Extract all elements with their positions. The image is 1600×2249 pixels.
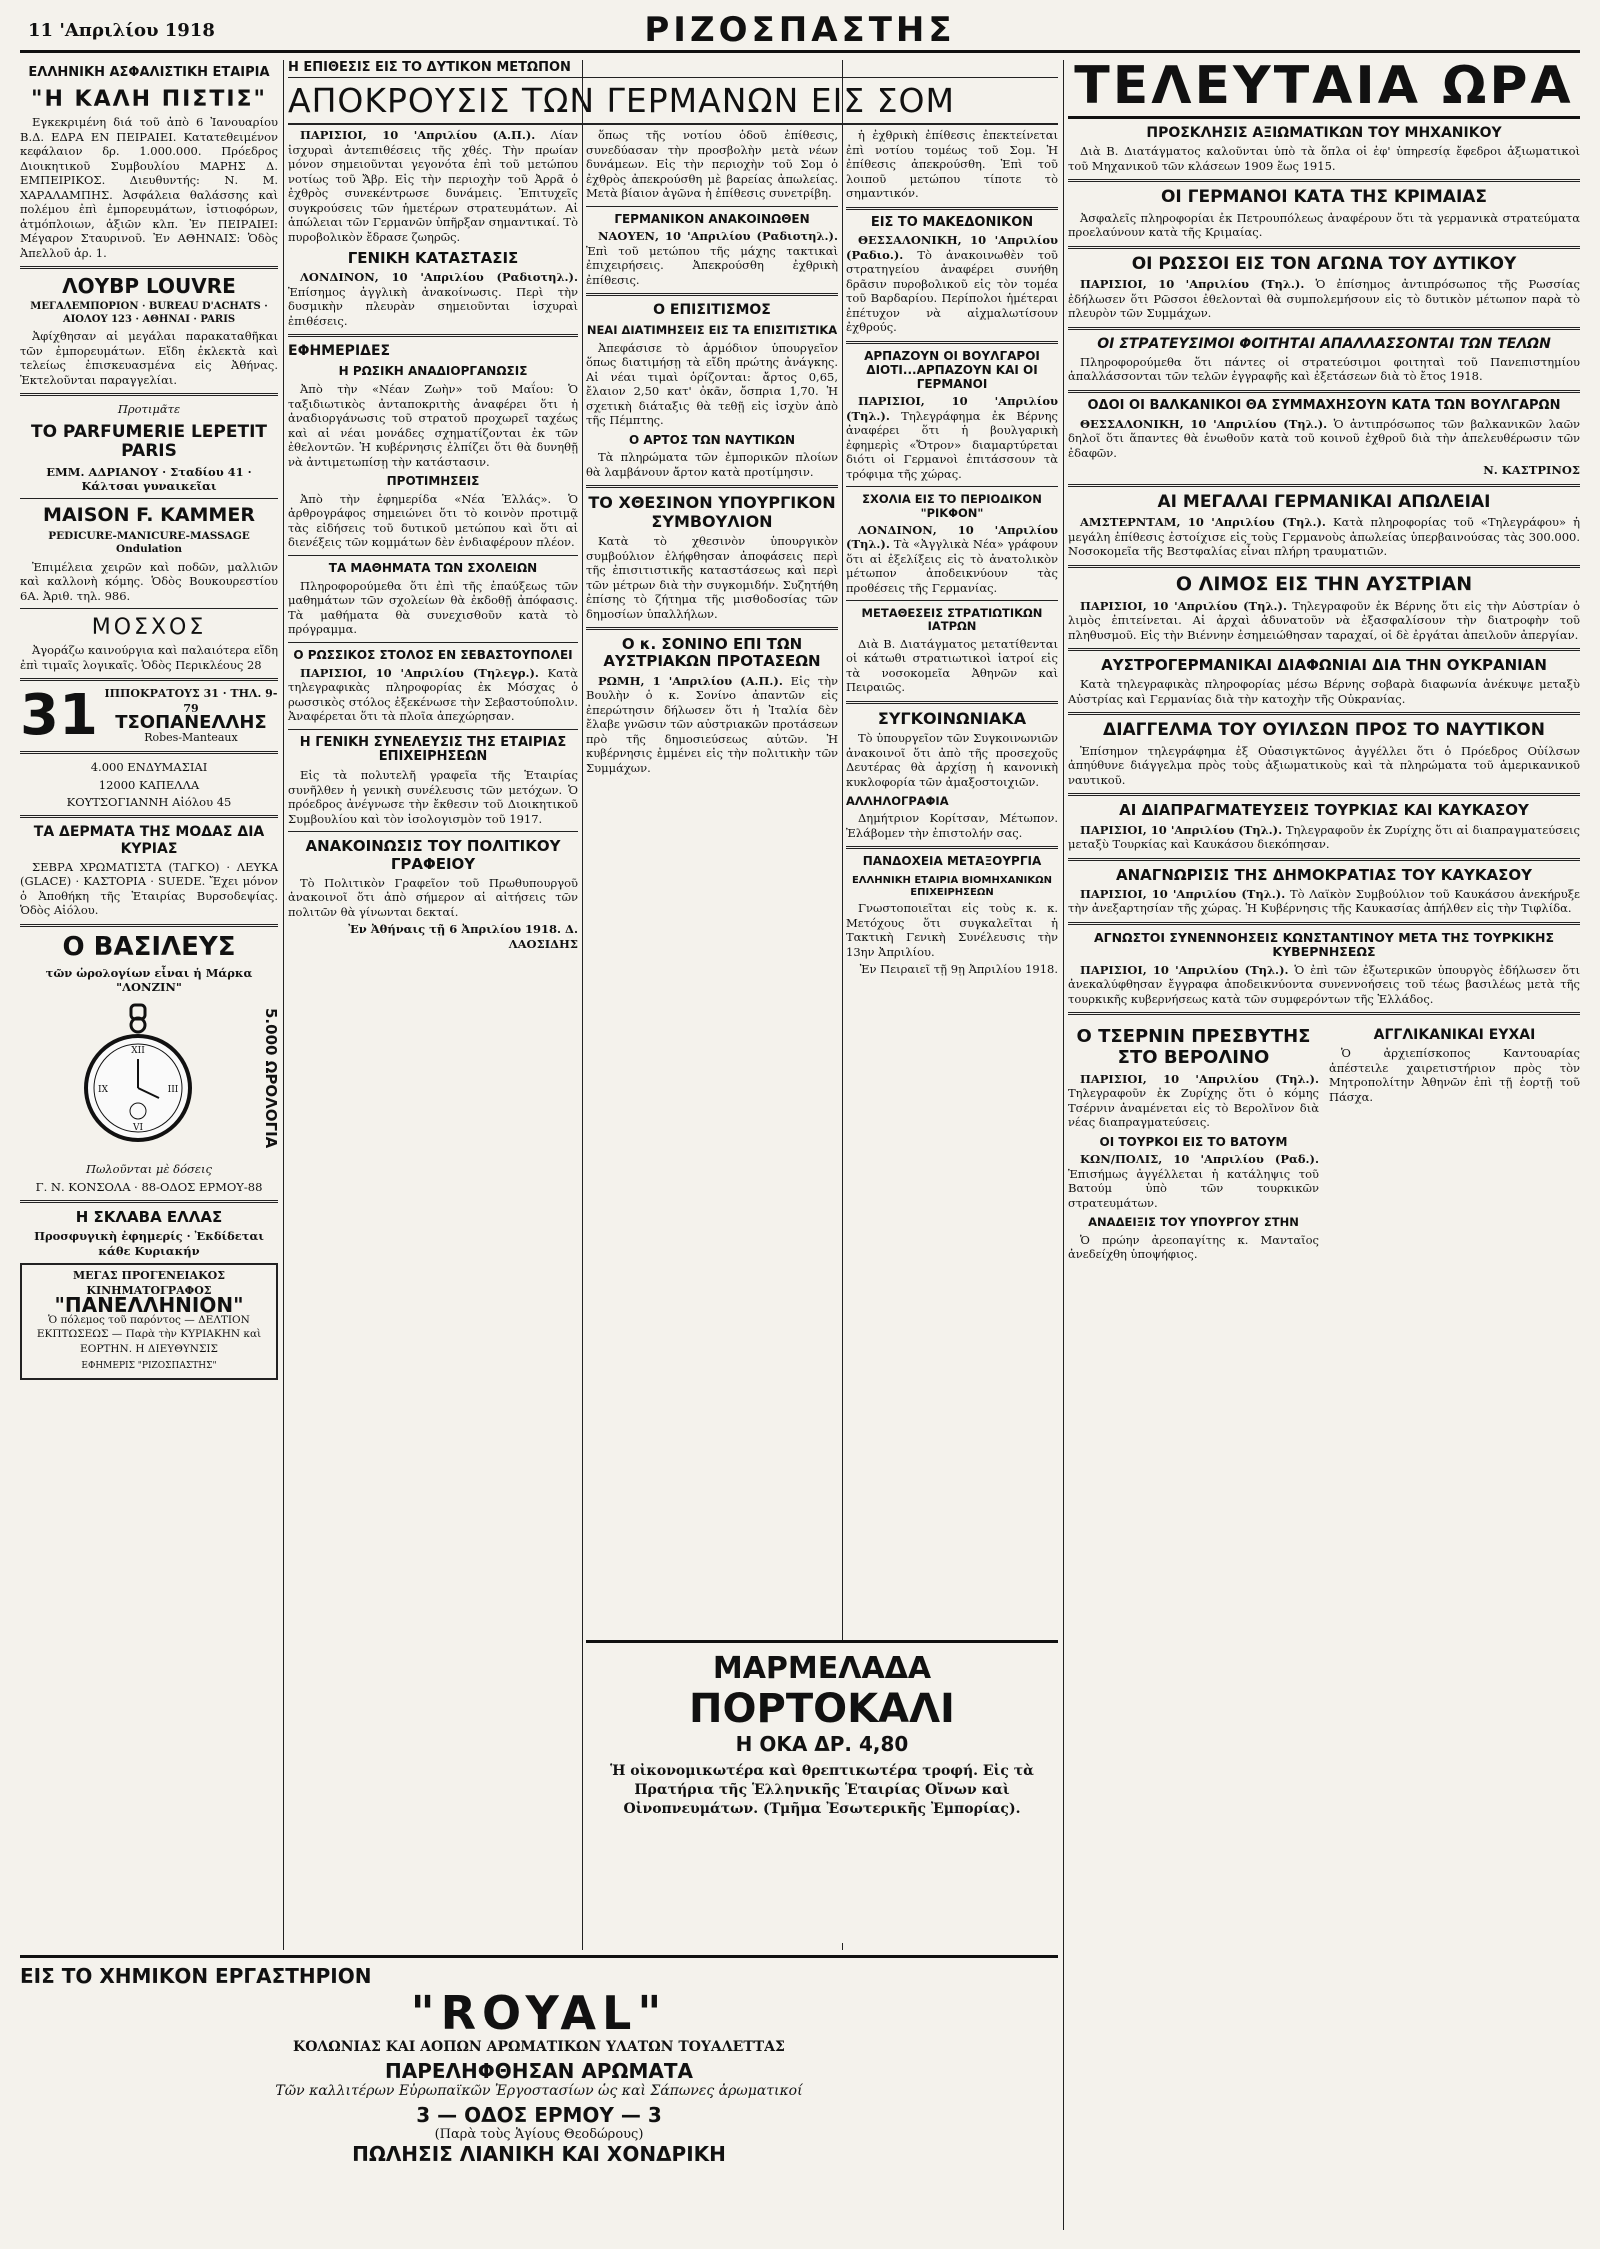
article-body: Κατὰ τὸ χθεσινὸν ὑπουργικὸν συμβούλιον ἐλήφθησαν ἀποφάσεις περὶ τῆς ἐπισιτιστικῆς καταστάσεως καὶ περὶ τῶν μέτρων διὰ τὴν συγκομιδήν. Συζητήθη ἐπίσης τὸ ζήτημα τῆς μισθοδοσίας τῶν δημοσίων ὑπαλλήλων. (586, 534, 838, 621)
dateline: ΠΑΡΙΣΙΟΙ, 10 'Απριλίου (Τηλεγρ.). (300, 665, 539, 680)
divider (1068, 390, 1580, 393)
article-headline: Η ΓΕΝΙΚΗ ΣΥΝΕΛΕΥΣΙΣ ΤΗΣ ΕΤΑΙΡΙΑΣ ΕΠΙΧΕΙΡΗΣΕΩΝ (299, 734, 567, 765)
marmalade-ad-price: Η ΟΚΑ ΔΡ. 4,80 (735, 1732, 909, 1756)
divider (846, 846, 1058, 849)
divider (20, 751, 278, 754)
article-headline: Ο ΕΠΙΣΙΤΙΣΜΟΣ (653, 302, 771, 319)
article-headline: ΕΙΣ ΤΟ ΜΑΚΕΔΟΝΙΚΟΝ (870, 214, 1034, 230)
cinema-ad-pre: ΜΕΓΑΣ ΠΡΟΓΕΝΕΙΑΚΟΣ ΚΙΝΗΜΑΤΟΓΡΑΦΟΣ (73, 1269, 225, 1297)
divider (20, 393, 278, 396)
divider (846, 600, 1058, 601)
royal-ad-line3: Τῶν καλλιτέρων Εὐρωπαϊκῶν Ἐργοστασίων ὡς καὶ Σάπωνες ἀρωματικοί (275, 2082, 803, 2099)
article-headline: ΑΓΝΩΣΤΟΙ ΣΥΝΕΝΝΟΗΣΕΙΣ ΚΩΝΣΤΑΝΤΙΝΟΥ ΜΕΤΑ ΤΗΣ ΤΟΥΡΚΙΚΗΣ ΚΥΒΕΡΝΗΣΕΩΣ (1093, 929, 1555, 960)
article-headline: ΑΙ ΜΕΓΑΛΑΙ ΓΕΡΜΑΝΙΚΑΙ ΑΠΩΛΕΙΑΙ (1157, 491, 1491, 512)
newspaper-title: ΡΙΖΟΣΠΑΣΤΗΣ (644, 10, 956, 50)
article-headline: ΑΥΣΤΡΟΓΕΡΜΑΝΙΚΑΙ ΔΙΑΦΩΝΙΑΙ ΔΙΑ ΤΗΝ ΟΥΚΡΑΝΙΑΝ (1101, 656, 1547, 675)
dateline: ΝΑΟΥΕΝ, 10 'Απριλίου (Ραδιοτηλ.). (598, 229, 838, 244)
divider (1068, 1012, 1580, 1015)
article-body: Ὁ ἐπίσημος ἀντιπρόσωπος τῆς Ρωσσίας ἐδήλωσεν ὅτι Ρῶσσοι ἐθελονταὶ θὰ συμπολεμήσουν εἰς τὸ δυτικὸν μέτωπον παρὰ τὸ πλευρὸν τῶν Συμμάχων. (1068, 277, 1580, 321)
article-headline: Ο ΤΣΕΡΝΙΝ ΠΡΕΣΒΥΤΗΣ ΣΤΟ ΒΕΡΟΛΙΝΟ (1076, 1026, 1311, 1068)
article-headline: ΑΝΑΚΟΙΝΩΣΙΣ ΤΟΥ ΠΟΛΙΤΙΚΟΥ ΓΡΑΦΕΙΟΥ (305, 837, 561, 873)
article-headline: ΣΧΟΛΙΑ ΕΙΣ ΤΟ ΠΕΡΙΟΔΙΚΟΝ "ΡΙΚΦΟΝ" (862, 492, 1042, 520)
article-body: Τηλεγράφημα ἐκ Βέρνης ἀναφέρει ὅτι ἡ βουλγαρικὴ ἐφημερὶς «Ὄτρον» διαμαρτύρεται διότι οἱ Γερμανοὶ ἐπιτάσσουν τὰ τρόφιμα τῆς χώρας. (846, 408, 1058, 481)
perfume-ad-pre: Προτιμᾶτε (117, 402, 181, 417)
watch-ad-subtitle: τῶν ὡρολογίων εἶναι ἡ Μάρκα "ΛΟΝΖΙΝ" (45, 965, 253, 994)
article-headline: ΑΛΛΗΛΟΓΡΑΦΙΑ (846, 794, 949, 809)
divider (846, 701, 1058, 704)
article-body: Λίαν ἰσχυραὶ ἀντεπιθέσεις τῆς χθές. Τὴν πρωίαν μόνον σημειοῦνται γεγονότα ἐπὶ τοῦ μετώπου νοτίως τοῦ Ἄβρ. Εἰς τὴν περιοχὴν τοῦ Ἀρρᾶ ὁ ἐχθρὸς συνεκέντρωσε δυνάμεις. Ἐπιτυχεῖς συγκρούσεις τῶν ἡμετέρων στρατευμάτων. Αἱ ἀπώλειαι τῶν Γερμανῶν ὑπῆρξαν σημαντικαί. Τὸ πυροβολικὸν ἔδρασε ζωηρῶς. (288, 128, 578, 244)
article-body: Ἐπίσημος ἀγγλικὴ ἀνακοίνωσις. Περὶ τὴν δυσμικὴν πλευρὰν σημειοῦνται ἰσχυραὶ ἐπιθέσεις. (288, 284, 578, 328)
column-rule (283, 60, 284, 1950)
divider (20, 815, 278, 818)
article-headline: ΓΕΡΜΑΝΙΚΟΝ ΑΝΑΚΟΙΝΩΘΕΝ (614, 211, 810, 226)
latest-hour-banner: ΤΕΛΕΥΤΑΙΑ ΩΡΑ (1068, 60, 1580, 119)
article-body: Εἰς τὴν Βουλὴν ὁ κ. Σονίνο ἀπαντῶν εἰς ἐπερώτησιν δήλωσεν ὅτι ἡ Ἰταλία δὲν ἔλαβε γνῶσιν τῶν αὐστριακῶν προτάσεων πρὸ τῆς δημοσιεύσεως αὐτῶν. Ἡ κυβέρνησις ἐμμένει εἰς τὴν πολιτικὴν τῶν Συμμάχων. (586, 673, 839, 775)
article-body: Κατὰ τηλεγραφικὰς πληροφορίας ἐκ Μόσχας ὁ ρωσσικὸς στόλος ἐξεκένωσε τὴν Σεβαστούπολιν. Ἀναφέρεται ὅτι τὰ πλοῖα ἀπεχώρησαν. (288, 665, 578, 724)
article-headline: ΑΙ ΔΙΑΠΡΑΓΜΑΤΕΥΣΕΙΣ ΤΟΥΡΚΙΑΣ ΚΑΙ ΚΑΥΚΑΣΟΥ (1119, 801, 1529, 820)
divider (288, 334, 578, 337)
divider (1068, 565, 1580, 568)
divider (586, 293, 838, 296)
article-headline: ΣΥΓΚΟΙΝΩΝΙΑΚΑ (877, 708, 1027, 728)
leather-ad-title: ΤΑ ΔΕΡΜΑΤΑ ΤΗΣ ΜΟΔΑΣ ΔΙΑ ΚΥΡΙΑΣ (33, 824, 265, 857)
sklava-ad-title: Η ΣΚΛΑΒΑ ΕΛΛΑΣ (75, 1208, 223, 1227)
article-headline: Ο ΛΙΜΟΣ ΕΙΣ ΤΗΝ ΑΥΣΤΡΙΑΝ (1175, 572, 1473, 595)
louvre-ad-subtitle: ΜΕΓΑΛΕΜΠΟΡΙΟΝ · BUREAU D'ACHATS · ΑΙΟΛΟΥ 123 · ΑΘΗΝΑΙ · PARIS (30, 301, 268, 325)
article-body: Ἀσφαλεῖς πληροφορίαι ἐκ Πετρουπόλεως ἀναφέρουν ὅτι τὰ γερμανικὰ στρατεύματα προελαύνουν κατὰ τῆς Κριμαίας. (1068, 210, 1580, 240)
divider (586, 627, 838, 630)
divider (20, 608, 278, 609)
dateline: ΡΩΜΗ, 1 'Απριλίου (Α.Π.). (598, 673, 783, 688)
koutsogianni-ad-body: ΚΟΥΤΣΟΓΙΑΝΝΗ Αἰόλου 45 (66, 795, 232, 810)
article-body: Εἰς τὰ πολυτελῆ γραφεῖα τῆς Ἑταιρίας συνῆλθεν ἡ γενικὴ συνέλευσις τῶν μετόχων. Ὁ πρόεδρος ἀνέγνωσε τὴν ἔκθεσιν τοῦ Διοικητικοῦ Συμβουλίου καὶ τὸν ἰσολογισμὸν τοῦ 1917. (288, 768, 578, 826)
cinema-ad (20, 1263, 278, 1380)
dateline: ΠΑΡΙΣΙΟΙ, 10 'Απριλίου (Τηλ.). (846, 394, 1058, 423)
column-rule (582, 60, 583, 1950)
svg-text:XII: XII (130, 1046, 145, 1057)
article-headline: ΤΟ ΧΘΕΣΙΝΟΝ ΥΠΟΥΡΓΙΚΟΝ ΣΥΜΒΟΥΛΙΟΝ (588, 493, 836, 531)
insurance-ad-title: ΕΛΛΗΝΙΚΗ ΑΣΦΑΛΙΣΤΙΚΗ ΕΤΑΙΡΙΑ (28, 65, 270, 80)
article-headline: ΑΝΑΔΕΙΞΙΣ ΤΟΥ ΥΠΟΥΡΓΟΥ ΣΤΗΝ (1088, 1215, 1299, 1230)
tsopanellis-ad (20, 683, 278, 749)
koutsogianni-ad-line1: 4.000 ΕΝΔΥΜΑΣΙΑΙ (90, 760, 208, 775)
article-body: Γνωστοποιεῖται εἰς τοὺς κ. κ. Μετόχους ὅτι συγκαλεῖται ἡ Τακτικὴ Γενικὴ Συνέλευσις τὴν 13ην Ἀπριλίου. (846, 901, 1058, 959)
news-column-2 (288, 128, 578, 1950)
article-body: Ὁ ἀντιπρόσωπος τῶν βαλκανικῶν λαῶν δηλοῖ ὅτι ἅπαντες θὰ ἑνωθοῦν κατὰ τοῦ κοινοῦ ἐχθροῦ διὰ τὴν ἀπελευθέρωσιν τῶν ἐδαφῶν. (1068, 416, 1581, 460)
cinema-ad-body: Ὁ πόλεμος τοῦ παρόντος — ΔΕΛΤΙΟΝ ΕΚΠΤΩΣΕΩΣ — Παρὰ τὴν ΚΥΡΙΑΚΗΝ καὶ ΕΟΡΤΗΝ. Η ΔΙΕΥΘΥΝΣΙΣ (36, 1313, 262, 1355)
ads-column (20, 60, 278, 2180)
article-body: Τὰ «Ἀγγλικὰ Νέα» γράφουν ὅτι αἱ ἐξελίξεις εἰς τὸ ἀνατολικὸν μέτωπον ἀποδεικνύουν τὰς προθέσεις τῆς Γερμανίας. (846, 537, 1059, 595)
kammer-ad-subtitle: PEDICURE-MANICURE-MASSAGE Ondulation (48, 530, 250, 556)
issue-date: 11 'Απριλίου 1918 (28, 20, 215, 41)
article-body: Κατὰ τηλεγραφικὰς πληροφορίας μέσω Βέρνης σοβαρὰ διαφωνία ἀνέκυψε μεταξὺ Αὐστρίας καὶ Γερμανίας διὰ τὴν κατοχὴν τῆς Οὐκρανίας. (1068, 677, 1580, 706)
article-body: Τηλεγραφοῦν ἐκ Ζυρίχης ὅτι αἱ διαπραγματεύσεις μεταξὺ Τουρκίας καὶ Καυκάσου διεκόπησαν. (1068, 822, 1580, 852)
article-body: Δημήτριον Κορίτσαν, Μέτωπον. Ἐλάβομεν τὴν ἐπιστολήν σας. (846, 811, 1058, 840)
pocket-watch-icon (83, 1003, 193, 1153)
article-headline: ΠΡΟΣΚΛΗΣΙΣ ΑΞΙΩΜΑΤΙΚΩΝ ΤΟΥ ΜΗΧΑΝΙΚΟΥ (1146, 125, 1502, 141)
divider (20, 1200, 278, 1203)
divider (1068, 793, 1580, 796)
moschos-ad-title: ΜΟΣΧΟΣ (91, 615, 207, 641)
divider (1068, 858, 1580, 861)
divider (846, 207, 1058, 210)
divider (1068, 484, 1580, 487)
article-headline: ΜΕΤΑΘΕΣΕΙΣ ΣΤΡΑΤΙΩΤΙΚΩΝ ΙΑΤΡΩΝ (861, 606, 1043, 634)
dateline: ΛΟΝΔΙΝΟΝ, 10 'Απριλίου (Ραδιοτηλ.). (300, 270, 578, 285)
divider (1068, 922, 1580, 925)
divider (20, 924, 278, 927)
watch-ad-seller: Γ. Ν. ΚΟΝΣΟΛΑ · 88-ΟΔΟΣ ΕΡΜΟΥ-88 (35, 1179, 263, 1194)
marmalade-ad-body: Ἡ οἰκονομικωτέρα καὶ θρεπτικωτέρα τροφή. Εἰς τὰ Πρατήρια τῆς Ἑλληνικῆς Ἑταιρίας Οἴνων καὶ Οἰνοπνευμάτων. (Τμῆμα Ἐσωτερικῆς Ἐμπορίας). (610, 1763, 1034, 1817)
article-signature: Ἐν Ἀθήναις τῇ 6 Ἀπριλίου 1918. Δ. ΛΑΟΣΙΔΗΣ (348, 922, 578, 951)
article-headline: ΟΙ ΡΩΣΣΟΙ ΕΙΣ ΤΟΝ ΑΓΩΝΑ ΤΟΥ ΔΥΤΙΚΟΥ (1131, 253, 1517, 274)
article-body: Τὰ πληρώματα τῶν ἐμπορικῶν πλοίων θὰ λαμβάνουν ἄρτον κατὰ προτίμησιν. (586, 450, 838, 479)
article-subheadline: ΝΕΑΙ ΔΙΑΤΙΜΗΣΕΙΣ ΕΙΣ ΤΑ ΕΠΙΣΙΤΙΣΤΙΚΑ (586, 323, 838, 338)
article-body: Διὰ Β. Διατάγματος καλοῦνται ὑπὸ τὰ ὅπλα οἱ ἐφ' ὑπηρεσίᾳ ἔφεδροι ἀξιωματικοὶ τοῦ Μηχανικοῦ τῶν κλάσεων 1909 ἕως 1915. (1068, 144, 1580, 173)
sklava-ad-body: Προσφυγικὴ ἐφημερίς · Ἐκδίδεται κάθε Κυριακήν (34, 1229, 264, 1258)
article-headline: ΟΔΟΙ ΟΙ ΒΑΛΚΑΝΙΚΟΙ ΘΑ ΣΥΜΜΑΧΗΣΟΥΝ ΚΑΤΑ ΤΩΝ ΒΟΥΛΓΑΡΩΝ (1087, 397, 1561, 413)
svg-text:IX: IX (97, 1085, 108, 1096)
tsopanellis-ad-number: 31 (20, 683, 98, 749)
royal-ad-line1: ΚΟΛΩΝΙΑΣ ΚΑΙ ΑΟΠΩΝ ΑΡΩΜΑΤΙΚΩΝ ΥΛΑΤΩΝ ΤΟΥΑΛΕΤΤΑΣ (293, 2038, 785, 2055)
article-body: Τὸ ἀνακοινωθὲν τοῦ στρατηγείου ἀναφέρει συνήθη δρᾶσιν πυροβολικοῦ εἰς τὸν τομέα τοῦ Βαρδαρίου. Περίπολοι ἡμέτεραι ἐπέτυχον νὰ αἰχμαλωτίσουν ἐχθρούς. (846, 247, 1058, 335)
royal-ad-line4: 3 — ΟΔΟΣ ΕΡΜΟΥ — 3 (416, 2102, 662, 2127)
cinema-ad-name: "ΠΑΝΕΛΛΗΝΙΟΝ" (54, 1293, 244, 1318)
divider (1068, 246, 1580, 249)
royal-ad (20, 1955, 1058, 2238)
perfume-ad-body: ΕΜΜ. ΑΔΡΙΑΝΟΥ · Σταδίου 41 · Κάλτσαι γυναικεῖαι (46, 464, 252, 494)
divider (1068, 327, 1580, 330)
divider (586, 485, 838, 488)
divider (20, 266, 278, 269)
dateline: ΠΑΡΙΣΙΟΙ, 10 'Απριλίου (Τηλ.). (1080, 962, 1289, 977)
article-body: Τηλεγραφοῦν ἐκ Βέρνης ὅτι εἰς τὴν Αὐστρίαν ὁ λιμὸς ἐπιτείνεται. Αἱ ἀρχαὶ ἀδυνατοῦν νὰ ἐξασφαλίσουν τὴν διατροφὴν τοῦ πληθυσμοῦ. Εἰς τὴν Βιέννην ἐσημειώθησαν ταραχαί, οἱ δὲ ἐργάται ἀπειλοῦν ἀπεργίαν. (1068, 598, 1580, 642)
article-headline: ΠΡΟΤΙΜΗΣΕΙΣ (386, 474, 480, 489)
marmalade-ad (586, 1640, 1058, 1943)
watch-ad-sold: Πωλοῦνται μὲ δόσεις (85, 1162, 212, 1177)
insurance-ad-name: "Η ΚΑΛΗ ΠΙΣΤΙΣ" (30, 86, 267, 112)
article-body: Τὸ Λαϊκὸν Συμβούλιον τοῦ Καυκάσου ἀνεκήρυξε τὴν ἀνεξαρτησίαν τῆς χώρας. Ἡ Κυβέρνησις τῆς Καυκασίας ἀπήλθεν εἰς τὴν Τιφλίδα. (1068, 886, 1580, 916)
latest-news-column (1068, 56, 1581, 2230)
article-signature: Ν. ΚΑΣΤΡΙΝΟΣ (1483, 463, 1580, 478)
moschos-ad-body: Ἀγοράζω καινούργια καὶ παλαιότερα εἴδη ἐπὶ τιμαῖς λογικαῖς. Ὁδὸς Περικλέους 28 (20, 643, 278, 672)
dateline: ΠΑΡΙΣΙΟΙ, 10 'Απριλίου (Τηλ.). (1080, 822, 1283, 837)
article-body: Τὸ ὑπουργεῖον τῶν Συγκοινωνιῶν ἀνακοινοῖ ὅτι ἀπὸ τῆς προσεχοῦς Δευτέρας θὰ ἀρχίσῃ ἡ κανονικὴ κυκλοφορία τῶν ἀμαξοστοιχιῶν. (846, 731, 1058, 789)
article-body: Τὸ Πολιτικὸν Γραφεῖον τοῦ Πρωθυπουργοῦ ἀνακοινοῖ ὅτι ἀπὸ σήμερον αἱ αἰτήσεις τῶν πολιτῶν θὰ γίνωνται δεκταί. (288, 875, 578, 919)
masthead (20, 10, 1580, 53)
louvre-ad-body: Ἀφίχθησαν αἱ μεγάλαι παρακαταθῆκαι τῶν ἐμπορευμάτων. Εἴδη ἐκλεκτὰ καὶ τελείως ἐπισκευασμένα εἰς Ἀθήνας. Ἐκτελοῦνται παραγγελίαι. (20, 329, 278, 387)
banner-kicker: Η ΕΠΙΘΕΣΙΣ ΕΙΣ ΤΟ ΔΥΤΙΚΟΝ ΜΕΤΩΠΟΝ (288, 60, 1058, 78)
divider (1068, 648, 1580, 651)
marmalade-ad-title: ΜΑΡΜΕΛΑΔΑ (712, 1651, 932, 1686)
dateline: ΛΟΝΔΙΝΟΝ, 10 'Απριλίου (Τηλ.). (846, 522, 1058, 552)
divider (846, 341, 1058, 344)
divider (1068, 712, 1580, 715)
divider (288, 555, 578, 556)
leather-ad-body: ΣΕΒΡΑ ΧΡΩΜΑΤΙΣΤΑ (ΤΑΓΚΟ) · ΛΕΥΚΑ (GLACE) · ΚΑΣΤΟΡΙΑ · SUEDE. Ἔχει μόνον ὁ Ἀποθήκη τῆς Ἑταιρίας Βυρσοδεψίας. Ὁδὸς Αἰόλου. (20, 859, 278, 918)
perfume-ad-name: ΤΟ PARFUMERIE LEPETIT PARIS (30, 421, 268, 462)
article-headline: ΑΡΠΑΖΟΥΝ ΟΙ ΒΟΥΛΓΑΡΟΙ ΔΙΟΤΙ...ΑΡΠΑΖΟΥΝ ΚΑΙ ΟΙ ΓΕΡΜΑΝΟΙ (864, 348, 1040, 391)
article-body: Ἀπὸ τὴν «Νέαν Ζωὴν» τοῦ Μαΐου: Ὁ ταξιδιωτικὸς ἀνταποκριτὴς ἀναφέρει ὅτι ἡ ἀναδιοργάνωσις τοῦ στρατοῦ προχωρεῖ ταχέως καὶ αἱ νέαι μονάδες σχηματίζονται ἐκ τῶν ἐθελοντῶν. Ἡ κυβέρνησις ἐλπίζει ὅτι θὰ δυνηθῇ νὰ ἀντιμετωπίσῃ τὴν κατάστασιν. (288, 382, 578, 469)
royal-ad-line2: ΠΑΡΕΛΗΦΘΗΣΑΝ ΑΡΩΜΑΤΑ (385, 2058, 693, 2083)
article-subheadline: ΕΛΛΗΝΙΚΗ ΕΤΑΙΡΙΑ ΒΙΟΜΗΧΑΝΙΚΩΝ ΕΠΙΧΕΙΡΗΣΕΩΝ (851, 875, 1053, 898)
divider (20, 498, 278, 499)
svg-text:III: III (167, 1085, 179, 1096)
article-headline: ΑΓΓΛΙΚΑΝΙΚΑΙ ΕΥΧΑΙ (1373, 1027, 1536, 1044)
article-body: Ἀπεφάσισε τὸ ἁρμόδιον ὑπουργεῖον ὅπως διατιμήσῃ τὰ εἴδη πρώτης ἀνάγκης. Αἱ νέαι τιμαὶ ὁρίζονται: ἄρτος 0,65, ἔλαιον 2,50 κατ' ὀκᾶν, ὄσπρια 1,70. Ἡ σχετικὴ διάταξις θὰ τεθῇ εἰς ἰσχὺν ἀπὸ τῆς Πέμπτης. (586, 340, 838, 428)
tsopanellis-ad-subtitle: Robes-Manteaux (144, 730, 238, 744)
tsopanellis-ad-name: ΤΣΟΠΑΝΕΛΛΗΣ (115, 712, 267, 734)
article-headline: ΟΙ ΓΕΡΜΑΝΟΙ ΚΑΤΑ ΤΗΣ ΚΡΙΜΑΙΑΣ (1160, 187, 1488, 208)
article-body: Πληροφορούμεθα ὅτι πάντες οἱ στρατεύσιμοι φοιτηταὶ τοῦ Πανεπιστημίου ἀπαλλάσσονται τῶν τελῶν ἐγγραφῆς καὶ ἐξετάσεων διὰ τὸ ἔτος 1918. (1068, 354, 1580, 384)
insurance-ad-body: Εγκεκριμένη διά τοῦ ἀπὸ 6 Ἰανουαρίου Β.Δ. ΕΔΡΑ ΕΝ ΠΕΙΡΑΙΕΙ. Κατατεθειμένον κεφάλαιον δρ. 1.000.000. Πρόεδρος Διοικητικοῦ Συμβουλίου ΜΑΡΗΣ Δ. ΕΜΠΕΙΡΙΚΟΣ. Διευθυντής: Ν. Μ. ΧΑΡΑΛΑΜΠΗΣ. Ἀσφάλεια θαλάσσης καὶ πολέμου ἐπὶ ἐμπορευμάτων, ἱστιοφόρων, ἀτμόπλοιων, ἀξιῶν κλπ. Ἐν ΠΕΙΡΑΙΕΙ: Μέγαρον Σταυρινοῦ. Ἐν ΑΘΗΝΑΙΣ: Ὁδὸς Ἀπελλοῦ ἀρ. 1. (20, 115, 278, 260)
divider (586, 206, 838, 207)
marmalade-ad-name: ΠΟΡΤΟΚΑΛΙ (689, 1686, 955, 1732)
article-body: Ὁ ἀρχιεπίσκοπος Καντουαρίας ἀπέστειλε χαιρετιστήριον πρὸς τὸν Μητροπολίτην Ἀθηνῶν ἐπὶ τῇ ἐορτῇ τοῦ Πάσχα. (1329, 1046, 1580, 1104)
article-headline: ΑΝΑΓΝΩΡΙΣΙΣ ΤΗΣ ΔΗΜΟΚΡΑΤΙΑΣ ΤΟΥ ΚΑΥΚΑΣΟΥ (1116, 865, 1532, 884)
svg-text:VI: VI (132, 1123, 143, 1134)
column-rule (1063, 60, 1064, 2230)
dateline: ΠΑΡΙΣΙΟΙ, 10 'Απριλίου (Τηλ.). (1080, 886, 1286, 901)
divider (20, 678, 278, 681)
dateline: ΠΑΡΙΣΙΟΙ, 10 'Απριλίου (Α.Π.). (300, 128, 536, 142)
article-body: Ἀπὸ τὴν ἐφημερίδα «Νέα Ἑλλάς». Ὁ ἀρθρογράφος σημειώνει ὅτι τὸ κοινὸν προτιμᾷ τὰς εἰδήσεις τοῦ δυτικοῦ μετώπου καὶ ὅτι αἱ διενέξεις τῶν κομμάτων δὲν ἐνδιαφέρουν πλέον. (288, 491, 578, 550)
koutsogianni-ad-line2: 12000 ΚΑΠΕΛΛΑ (98, 777, 200, 792)
article-body: ἡ ἐχθρικὴ ἐπίθεσις ἐπεκτείνεται ἐπὶ νοτίου τομέως τοῦ Σομ. Ἡ ἐπίθεσις ἀπεκρούσθη. Ἐπὶ τοῦ λοιποῦ μετώπου τίποτε τὸ σημαντικόν. (846, 128, 1058, 200)
dateline: ΘΕΣΣΑΛΟΝΙΚΗ, 10 'Απριλίου (Τηλ.). (1080, 416, 1328, 431)
dateline: ΘΕΣΣΑΛΟΝΙΚΗ, 10 'Απριλίου (Ραδιο.). (846, 233, 1058, 262)
article-body: Ἐπίσημον τηλεγράφημα ἐξ Οὐασιγκτῶνος ἀγγέλλει ὅτι ὁ Πρόεδρος Οὐίλσων ἀπηύθυνε διάγγελμα πρὸς τοὺς ἀξιωματικοὺς καὶ τὰ πληρώματα τοῦ ἀμερικανικοῦ ναυτικοῦ. (1068, 743, 1580, 787)
dateline: ΚΩΝ/ΠΟΛΙΣ, 10 'Απριλίου (Ραδ.). (1080, 1152, 1319, 1167)
divider (846, 486, 1058, 487)
banner-headline: ΑΠΟΚΡΟΥΣΙΣ ΤΩΝ ΓΕΡΜΑΝΩΝ ΕΙΣ ΣΟΜ (288, 78, 1058, 125)
kammer-ad-body: Ἐπιμέλεια χειρῶν καὶ ποδῶν, μαλλιῶν καὶ καλλονὴ κόμης. Ὁδὸς Βουκουρεστίου 6Α. Ἀριθ. τηλ. 986. (20, 559, 278, 603)
article-headline: Ο κ. ΣΟΝΙΝΟ ΕΠΙ ΤΩΝ ΑΥΣΤΡΙΑΚΩΝ ΠΡΟΤΑΣΕΩΝ (603, 635, 821, 671)
dateline: ΠΑΡΙΣΙΟΙ, 10 'Απριλίου (Τηλ.). (1080, 598, 1287, 613)
article-headline: Η ΡΩΣΙΚΗ ΑΝΑΔΙΟΡΓΑΝΩΣΙΣ (338, 364, 528, 379)
royal-ad-line5: (Παρὰ τοὺς Ἁγίους Θεοδώρους) (434, 2126, 644, 2142)
article-headline: ΟΙ ΤΟΥΡΚΟΙ ΕΙΣ ΤΟ ΒΑΤΟΥΜ (1099, 1134, 1288, 1149)
dateline: ΠΑΡΙΣΙΟΙ, 10 'Απριλίου (Τηλ.). (1080, 1071, 1319, 1086)
royal-ad-line6: ΠΩΛΗΣΙΣ ΛΙΑΝΙΚΗ ΚΑΙ ΧΟΝΔΡΙΚΗ (352, 2141, 726, 2166)
article-body: Κατὰ πληροφορίας τοῦ «Τηλεγράφου» ἡ μεγάλη ἐπίθεσις ἐστοίχισε εἰς τοὺς Γερμανοὺς ἀπωλείας ὑπερβαινούσας τὰς 300.000. Νοσοκομεῖα τῆς Βεστφαλίας εἶναι πλήρη τραυματιῶν. (1068, 515, 1581, 559)
article-body: ὅπως τῆς νοτίου ὁδοῦ ἐπίθεσις, συνεδύασαν τὴν προσβολὴν μετὰ νέων δυνάμεων. Εἰς τὴν περιοχὴν τοῦ Σομ ὁ ἐχθρὸς ἀπεκρούσθη μὲ βαρείας ἀπωλείας. Μετὰ βίαιον ἀγῶνα ἡ ἐπίθεσις συνετρίβη. (586, 128, 838, 200)
article-headline: ΟΙ ΣΤΡΑΤΕΥΣΙΜΟΙ ΦΟΙΤΗΤΑΙ ΑΠΑΛΛΑΣΣΟΝΤΑΙ ΤΩΝ ΤΕΛΩΝ (1097, 335, 1551, 352)
cinema-ad-footer: ΕΦΗΜΕΡΙΣ "ΡΙΖΟΣΠΑΣΤΗΣ" (81, 1361, 217, 1372)
divider (288, 831, 578, 832)
dateline: ΠΑΡΙΣΙΟΙ, 10 'Απριλίου (Τηλ.). (1080, 277, 1305, 292)
article-headline: ΓΕΝΙΚΗ ΚΑΤΑΣΤΑΣΙΣ (347, 249, 519, 267)
tsopanellis-ad-address: ΙΠΠΟΚΡΑΤΟΥΣ 31 · ΤΗΛ. 9-79 (104, 687, 278, 715)
dateline: ΑΜΣΤΕΡΝΤΑΜ, 10 'Απριλίου (Τηλ.). (1080, 515, 1326, 530)
louvre-ad-title: ΛΟΥΒΡ LOUVRE (62, 274, 236, 299)
article-body: Ὁ πρώην ἀρεοπαγίτης κ. Μανταῖος ἀνεδείχθη ὑποψήφιος. (1068, 1232, 1319, 1262)
article-body: Ἐπὶ τοῦ μετώπου τῆς μάχης τακτικαὶ ἐπιχειρήσεις. Ἀπεκρούσθη ἐχθρικὴ ἐπίθεσις. (586, 243, 838, 287)
article-signature: Ἐν Πειραιεῖ τῇ 9ῃ Ἀπριλίου 1918. (859, 962, 1058, 977)
article-body: Ἐπισήμως ἀγγέλλεται ἡ κατάληψις τοῦ Βατούμ ὑπὸ τῶν τουρκικῶν στρατευμάτων. (1068, 1166, 1319, 1210)
watch-ad-title: Ο ΒΑΣΙΛΕΥΣ (62, 931, 236, 962)
royal-ad-name: "ROYAL" (410, 1986, 668, 2040)
article-headline: ΤΑ ΜΑΘΗΜΑΤΑ ΤΩΝ ΣΧΟΛΕΙΩΝ (328, 560, 538, 575)
main-banner (288, 60, 1058, 125)
article-body: Τηλεγραφοῦν ἐκ Ζυρίχης ὅτι ὁ κόμης Τσέρνιν ἀναμένεται εἰς τὸ Βερολῖνον διὰ νέας διαπραγματεύσεις. (1068, 1086, 1319, 1130)
divider (1068, 179, 1580, 182)
divider (288, 642, 578, 643)
kammer-ad-name: MAISON F. KAMMER (43, 504, 255, 527)
article-body: Διὰ Β. Διατάγματος μετατίθενται οἱ κάτωθι στρατιωτικοὶ ἰατροί εἰς τὰ νοσοκομεῖα Ἀθηνῶν καὶ Πειραιῶς. (846, 636, 1058, 695)
article-headline: ΠΑΝΔΟΧΕΙΑ ΜΕΤΑΞΟΥΡΓΙΑ (862, 854, 1042, 869)
divider (288, 729, 578, 730)
article-headline: ΔΙΑΓΓΕΛΜΑ ΤΟΥ ΟΥΙΛΣΩΝ ΠΡΟΣ ΤΟ ΝΑΥΤΙΚΟΝ (1103, 720, 1545, 741)
article-headline: Ο ΑΡΤΟΣ ΤΩΝ ΝΑΥΤΙΚΩΝ (628, 432, 796, 447)
royal-ad-pre: ΕΙΣ ΤΟ ΧΗΜΙΚΟΝ ΕΡΓΑΣΤΗΡΙΟΝ (20, 1964, 372, 1988)
article-headline: Ο ΡΩΣΣΙΚΟΣ ΣΤΟΛΟΣ ΕΝ ΣΕΒΑΣΤΟΥΠΟΛΕΙ (293, 647, 573, 662)
article-body: Ὁ ἐπὶ τῶν ἐξωτερικῶν ὑπουργὸς ἐδήλωσεν ὅτι ἀνεκαλύφθησαν ἔγγραφα ἀποδεικνύοντα συνεννοήσεις τοῦ τέως βασιλέως μετὰ τῆς τουρκικῆς κυβερνήσεως κατὰ τῶν συμφερόντων τῆς Ἑλλάδος. (1068, 962, 1580, 1006)
section-heading: ΕΦΗΜΕΡΙΔΕΣ (288, 343, 391, 360)
article-body: Πληροφορούμεθα ὅτι ἐπὶ τῆς ἐπαύξεως τῶν μαθημάτων τῶν σχολείων θὰ ἐκδοθῇ ἀπόφασις. Τὰ μαθήματα θὰ συνεχισθοῦν κατὰ τὸ πρόγραμμα. (288, 578, 578, 637)
watch-ad-side: 5.000 ΩΡΟΛΟΓΙΑ (262, 1008, 280, 1149)
